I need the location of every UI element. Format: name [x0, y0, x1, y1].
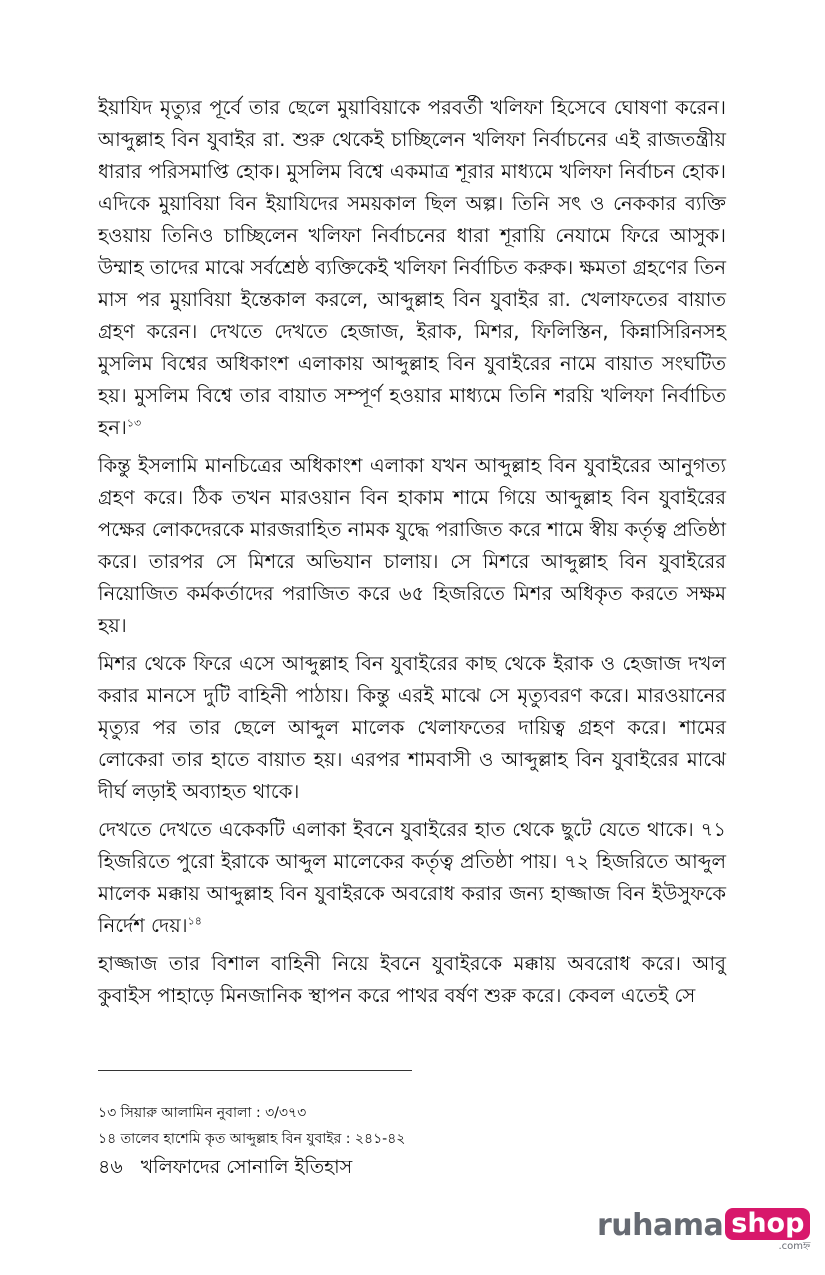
logo-word: ruhama [597, 1208, 724, 1243]
footnote-ref-13[interactable]: ১৩ [126, 416, 142, 430]
paragraph-5-text: হাজ্জাজ তার বিশাল বাহিনী নিয়ে ইবনে যুবাইরকে মক্কায় অবরোধ করে। আবু কুবাইস পাহাড়ে মিনজানিক স্থাপন করে পাথর বর্ষণ শুরু করে। কেবল এতেই সে [98, 952, 726, 1007]
paragraph-2-text: কিন্তু ইসলামি মানচিত্রের অধিকাংশ এলাকা যখন আব্দুল্লাহ বিন যুবাইরের আনুগত্য গ্রহণ করে। ঠিক তখন মারওয়ান বিন হাকাম শামে গিয়ে আব্দুল্লাহ বিন যুবাইরের পক্ষের লোকদেরকে মারজরাহিত নামক যুদ্ধে পরাজিত করে শামে স্বীয় কর্তৃত্ব প্রতিষ্ঠা করে। তারপর সে মিশরে অভিযান চালায়। সে মিশরে আব্দুল্লাহ বিন যুবাইরের নিয়োজিত কর্মকর্তাদের পরাজিত করে ৬৫ হিজরিতে মিশর অধিকৃত করতে সক্ষম হয়। [98, 454, 726, 637]
paragraph-1 [98, 92, 726, 444]
logo-domain: .comহ্ন [778, 1241, 811, 1252]
body-text [98, 92, 726, 1018]
paragraph-4-text: দেখতে দেখতে একেকটি এলাকা ইবনে যুবাইরের হাত থেকে ছুটে যেতে থাকে। ৭১ হিজরিতে পুরো ইরাকে আব্দুল মালেকের কর্তৃত্ব প্রতিষ্ঠা পায়। ৭২ হিজরিতে আব্দুল মালেক মক্কায় আব্দুল্লাহ বিন যুবাইরকে অবরোধ করার জন্য হাজ্জাজ বিন ইউসুফকে নির্দেশ দেয়। [98, 818, 726, 937]
footnote-divider [98, 1070, 412, 1071]
page-footer [98, 1152, 726, 1182]
book-title: খলিফাদের সোনালি ইতিহাস [140, 1156, 353, 1178]
page-number: ৪৬ [98, 1156, 123, 1178]
paragraph-2 [98, 450, 726, 642]
footnote-14: ১৪ তালেব হাশেমি কৃত আব্দুল্লাহ বিন যুবাইর : ২৪১-৪২ [98, 1131, 406, 1147]
logo-box-wrap [725, 1208, 810, 1253]
paragraph-1-text: ইয়াযিদ মৃত্যুর পূর্বে তার ছেলে মুয়াবিয়াকে পরবর্তী খলিফা হিসেবে ঘোষণা করেন। আব্দুল্লাহ বিন যুবাইর রা. শুরু থেকেই চাচ্ছিলেন খলিফা নির্বাচনের এই রাজতন্ত্রীয় ধারার পরিসমাপ্তি হোক। মুসলিম বিশ্বে একমাত্র শূরার মাধ্যমে খলিফা নির্বাচন হোক। এদিকে মুয়াবিয়া বিন ইয়াযিদের সময়কাল ছিল অল্প। তিনি সৎ ও নেককার ব্যক্তি হওয়ায় তিনিও চাচ্ছিলেন খলিফা নির্বাচনের ধারা শূরায়ি নেযামে ফিরে আসুক। উম্মাহ তাদের মাঝে সর্বশ্রেষ্ঠ ব্যক্তিকেই খলিফা নির্বাচিত করুক। ক্ষমতা গ্রহণের তিন মাস পর মুয়াবিয়া ইন্তেকাল করলে, আব্দুল্লাহ বিন যুবাইর রা. খেলাফতের বায়াত গ্রহণ করেন। দেখতে দেখতে হেজাজ, ইরাক, মিশর, ফিলিস্তিন, কিন্নাসিরিনসহ মুসলিম বিশ্বের অধিকাংশ এলাকায় আব্দুল্লাহ বিন যুবাইরের নামে বায়াত সংঘটিত হয়। মুসলিম বিশ্বে তার বায়াত সম্পূর্ণ হওয়ার মাধ্যমে তিনি শরয়ি খলিফা নির্বাচিত হন। [98, 96, 726, 439]
paragraph-3-text: মিশর থেকে ফিরে এসে আব্দুল্লাহ বিন যুবাইরের কাছ থেকে ইরাক ও হেজাজ দখল করার মানসে দুটি বাহিনী পাঠায়। কিন্তু এরই মাঝে সে মৃত্যুবরণ করে। মারওয়ানের মৃত্যুর পর তার ছেলে আব্দুল মালেক খেলাফতের দায়িত্ব গ্রহণ করে। শামের লোকেরা তার হাতে বায়াত হয়। এরপর শামবাসী ও আব্দুল্লাহ বিন যুবাইরের মাঝে দীর্ঘ লড়াই অব্যাহত থাকে। [98, 652, 726, 803]
footnote-ref-14[interactable]: ১৪ [187, 914, 202, 928]
paragraph-5 [98, 948, 726, 1012]
ruhamashop-logo[interactable] [597, 1208, 811, 1252]
paragraph-3 [98, 648, 726, 808]
footnote-13: ১৩ সিয়ারু আলামিন নুবালা : ৩/৩৭৩ [98, 1105, 307, 1121]
paragraph-4 [98, 814, 726, 942]
logo-box: shop [725, 1208, 810, 1240]
footnotes [98, 1100, 726, 1152]
